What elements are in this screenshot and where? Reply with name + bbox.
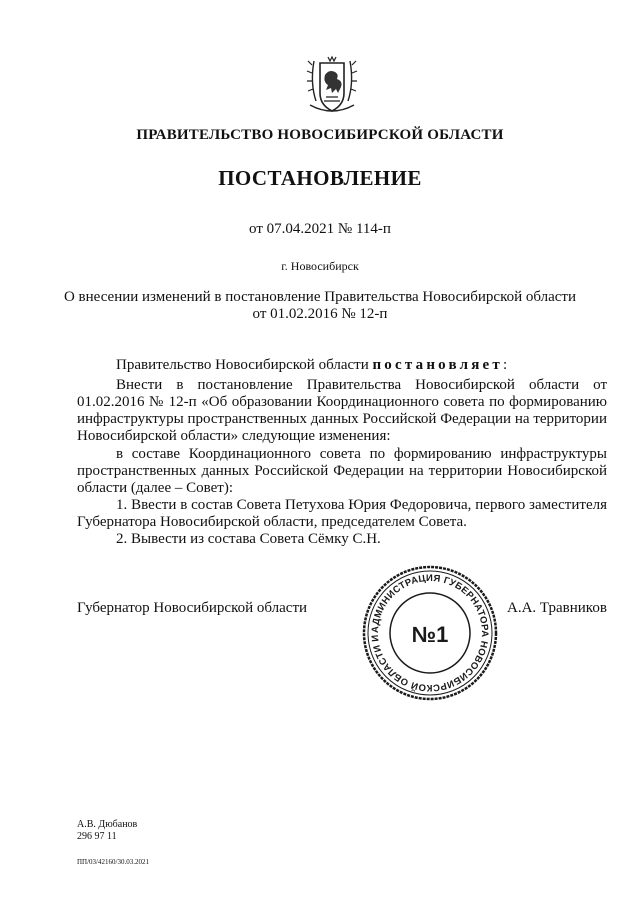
executor-info xyxy=(77,819,137,843)
executor-phone: 296 97 11 xyxy=(77,831,117,842)
document-type-title: ПОСТАНОВЛЕНИЕ xyxy=(218,166,422,190)
subject-line-1: О внесении изменений в постановление Правительства Новосибирской области xyxy=(63,289,577,305)
document-footer-code: ПП/03/42160/30.03.2021 xyxy=(77,858,149,866)
document-date-number: от 07.04.2021 № 114-п xyxy=(249,221,391,237)
resolution-verb: постановляет xyxy=(372,357,503,373)
paragraph-item-2: 2. Вывести из состава Совета Сёмку С.Н. xyxy=(116,531,381,547)
executor-name: А.В. Дюбанов xyxy=(77,819,138,830)
signatory-name: А.А. Травников xyxy=(507,600,607,616)
paragraph-amendment: Внести в постановление Правительства Новосибирской области от 01.02.2016 № 12-п «Об образовании Координационного совета по формированию инфраструктуры пространственных данных Российской Федерации на территории Новосибирской области» следующие изменения: xyxy=(77,377,607,444)
official-seal-stamp xyxy=(360,563,500,703)
paragraph-item-1: 1. Ввести в состав Совета Петухова Юрия Федоровича, первого заместителя Губернатора Новосибирской области, председателем Совета. xyxy=(77,497,607,530)
intro-paragraph xyxy=(77,357,607,374)
document-subject xyxy=(0,289,640,323)
intro-colon: : xyxy=(502,357,508,373)
intro-text: Правительство Новосибирской области xyxy=(116,357,373,373)
signatory-position: Губернатор Новосибирской области xyxy=(77,600,308,616)
seal-number: №1 xyxy=(411,622,449,647)
subject-line-2: от 01.02.2016 № 12-п xyxy=(252,306,388,322)
seal-ring-text: АДМИНИСТРАЦИЯ ГУБЕРНАТОРА НОВОСИБИРСКОЙ ОБЛАСТИ И xyxy=(369,572,491,694)
coat-of-arms-emblem xyxy=(300,53,364,119)
city-name: г. Новосибирск xyxy=(281,259,359,273)
organization-title: ПРАВИТЕЛЬСТВО НОВОСИБИРСКОЙ ОБЛАСТИ xyxy=(136,127,504,143)
paragraph-council: в составе Координационного совета по формированию инфраструктуры пространственных данных Российской Федерации на территории Новосибирской области (далее – Совет): xyxy=(77,446,607,496)
